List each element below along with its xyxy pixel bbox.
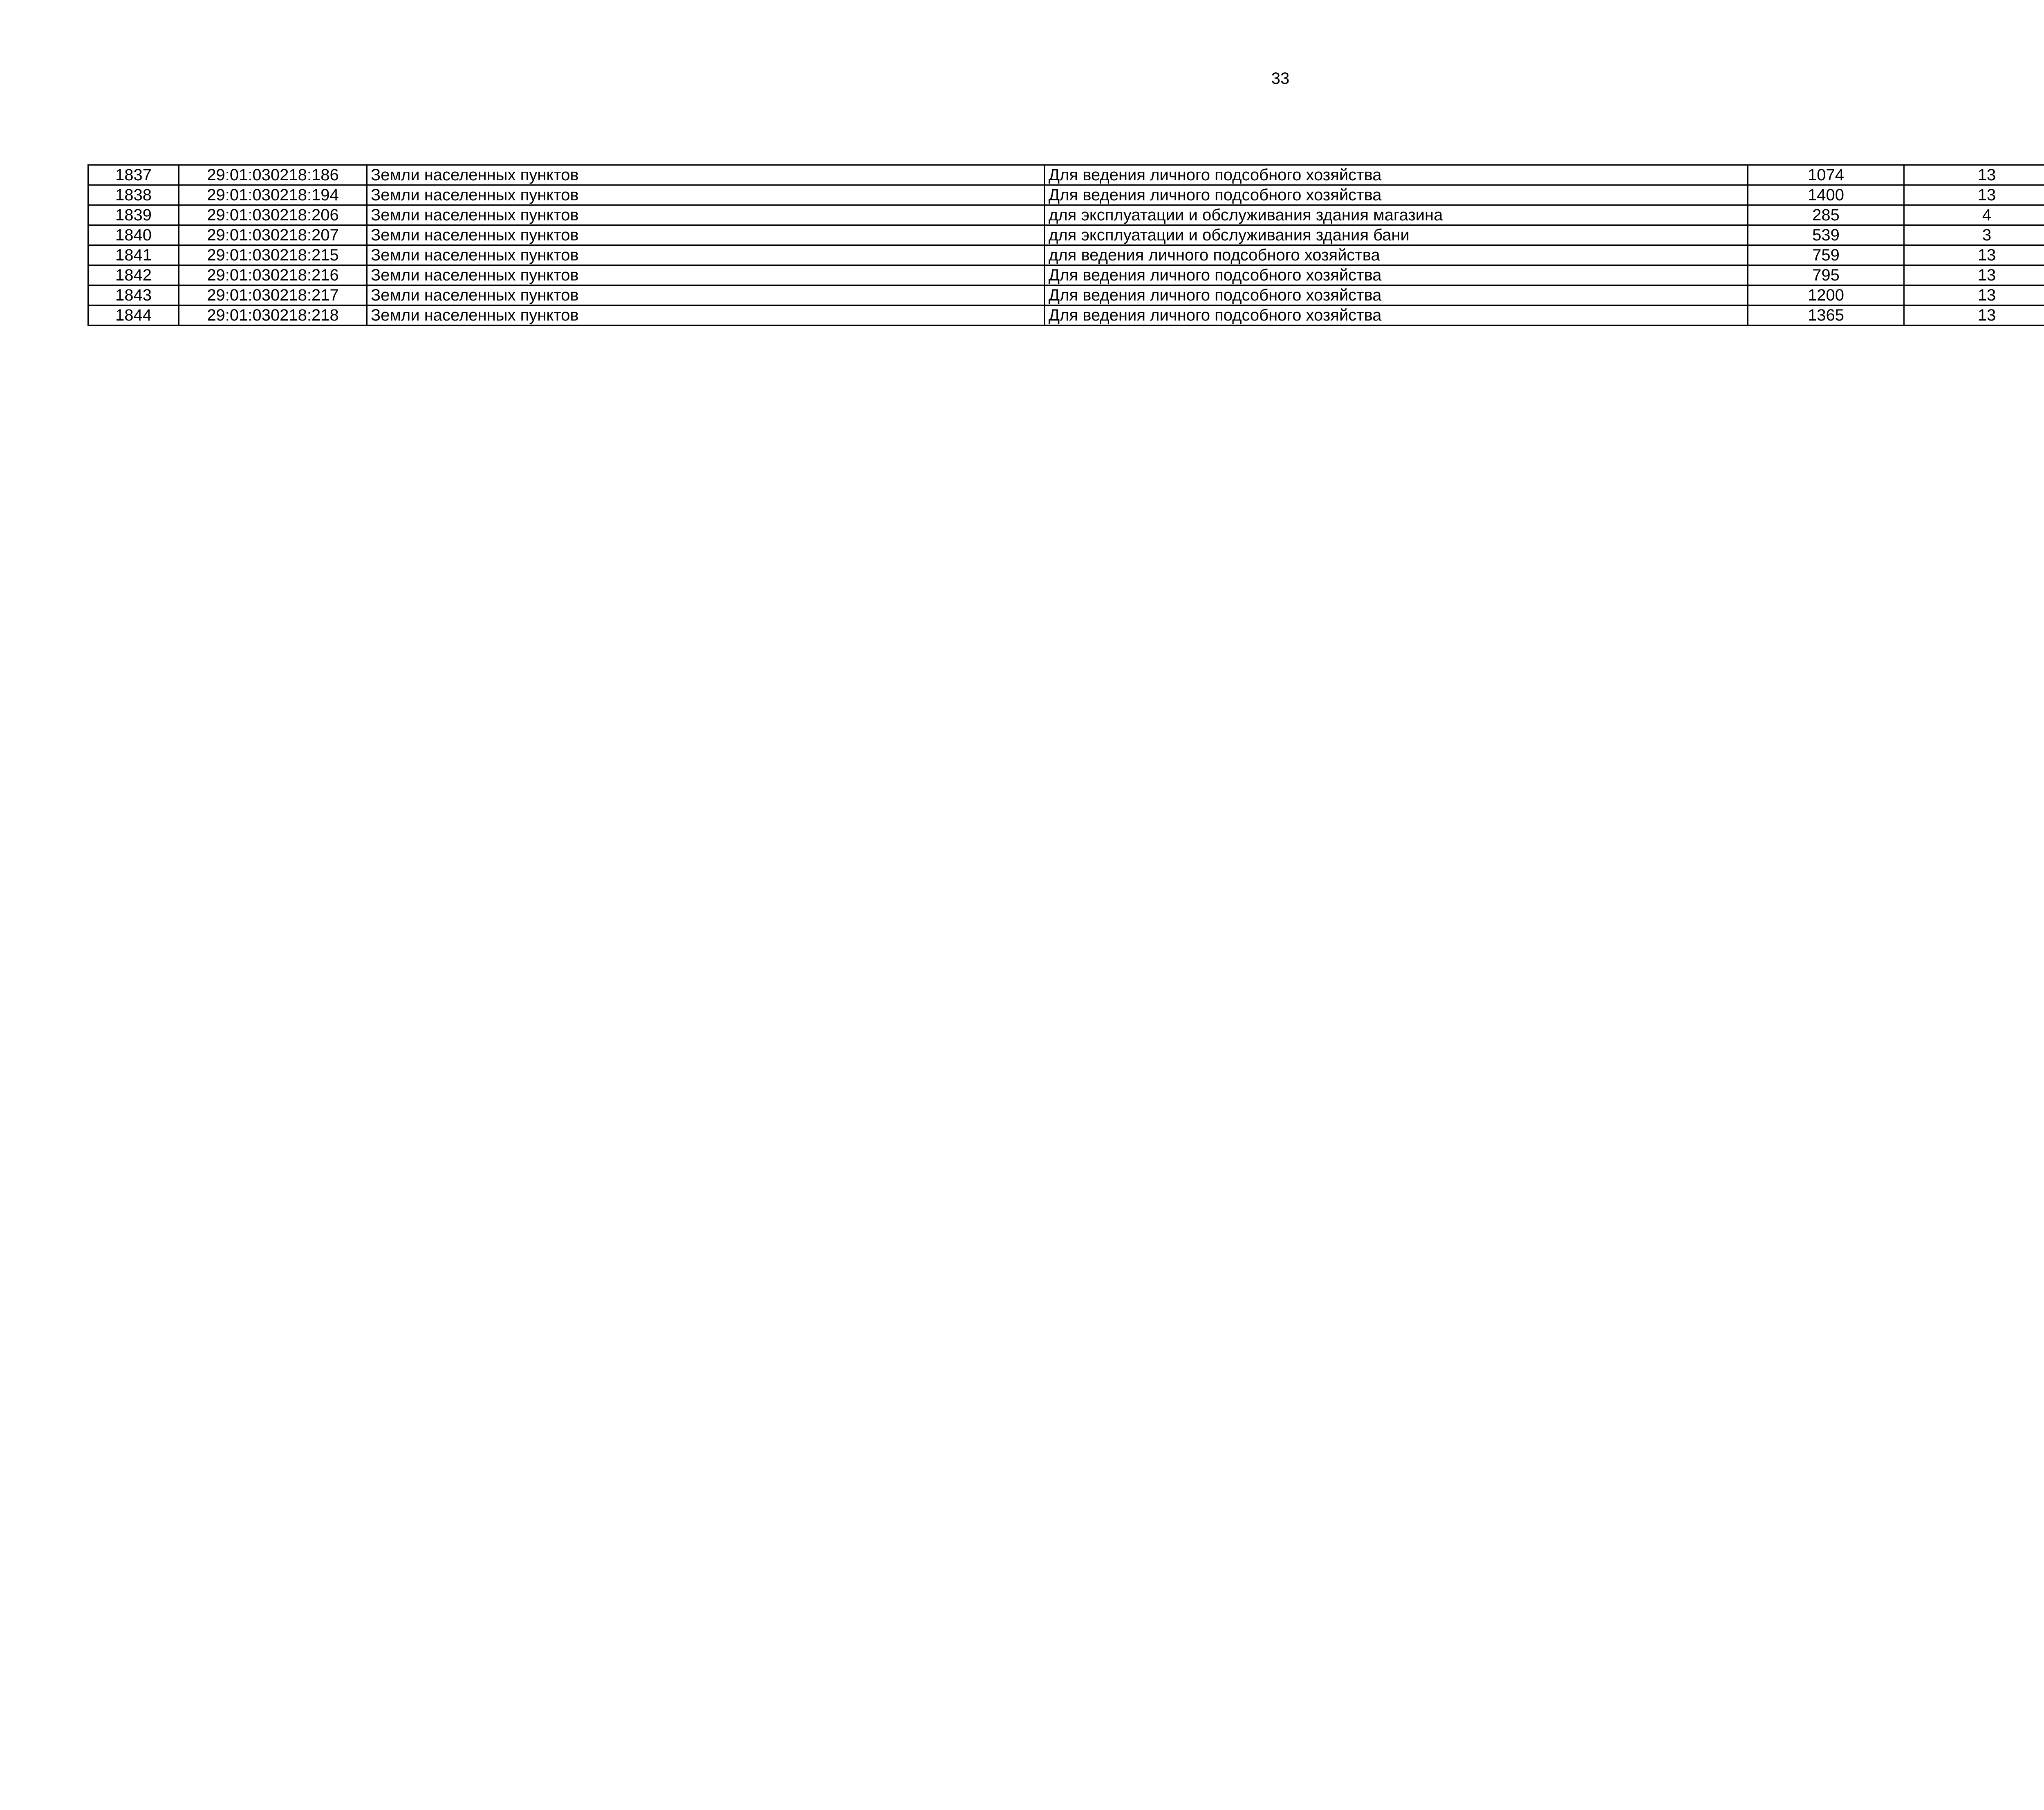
- permitted-use-cell: для ведения личного подсобного хозяйства: [1045, 245, 1748, 265]
- row-number-cell: 1841: [88, 245, 179, 265]
- use-group-cell: 3: [1904, 225, 2044, 245]
- table-row: [88, 265, 2044, 285]
- land-category-cell: Земли населенных пунктов: [367, 205, 1045, 225]
- cadastral-number-cell: 29:01:030218:216: [179, 265, 367, 285]
- cadastral-number-cell: 29:01:030218:217: [179, 285, 367, 305]
- row-number-cell: 1844: [88, 305, 179, 325]
- land-category-cell: Земли населенных пунктов: [367, 305, 1045, 325]
- use-group-cell: 13: [1904, 185, 2044, 205]
- cadastral-number-cell: 29:01:030218:218: [179, 305, 367, 325]
- permitted-use-cell: для эксплуатации и обслуживания здания магазина: [1045, 205, 1748, 225]
- cadastral-number-cell: 29:01:030218:215: [179, 245, 367, 265]
- land-plots-table: [87, 164, 2044, 326]
- area-cell: 1074: [1748, 165, 1904, 185]
- table-row: [88, 185, 2044, 205]
- permitted-use-cell: Для ведения личного подсобного хозяйства: [1045, 165, 1748, 185]
- row-number-cell: 1839: [88, 205, 179, 225]
- permitted-use-cell: Для ведения личного подсобного хозяйства: [1045, 185, 1748, 205]
- use-group-cell: 13: [1904, 285, 2044, 305]
- use-group-cell: 13: [1904, 245, 2044, 265]
- cadastral-number-cell: 29:01:030218:186: [179, 165, 367, 185]
- area-cell: 1400: [1748, 185, 1904, 205]
- use-group-cell: 4: [1904, 205, 2044, 225]
- use-group-cell: 13: [1904, 305, 2044, 325]
- cadastral-number-cell: 29:01:030218:207: [179, 225, 367, 245]
- row-number-cell: 1837: [88, 165, 179, 185]
- area-cell: 1200: [1748, 285, 1904, 305]
- land-category-cell: Земли населенных пунктов: [367, 265, 1045, 285]
- area-cell: 759: [1748, 245, 1904, 265]
- table-row: [88, 225, 2044, 245]
- area-cell: 795: [1748, 265, 1904, 285]
- use-group-cell: 13: [1904, 265, 2044, 285]
- row-number-cell: 1843: [88, 285, 179, 305]
- area-cell: 539: [1748, 225, 1904, 245]
- cadastral-number-cell: 29:01:030218:194: [179, 185, 367, 205]
- permitted-use-cell: Для ведения личного подсобного хозяйства: [1045, 285, 1748, 305]
- permitted-use-cell: для эксплуатации и обслуживания здания бани: [1045, 225, 1748, 245]
- table-row: [88, 205, 2044, 225]
- land-category-cell: Земли населенных пунктов: [367, 185, 1045, 205]
- land-category-cell: Земли населенных пунктов: [367, 165, 1045, 185]
- land-category-cell: Земли населенных пунктов: [367, 225, 1045, 245]
- use-group-cell: 13: [1904, 165, 2044, 185]
- row-number-cell: 1842: [88, 265, 179, 285]
- permitted-use-cell: Для ведения личного подсобного хозяйства: [1045, 305, 1748, 325]
- cadastral-number-cell: 29:01:030218:206: [179, 205, 367, 225]
- table-row: [88, 245, 2044, 265]
- page-number: 33: [1271, 70, 1290, 87]
- table-row: [88, 305, 2044, 325]
- table-row: [88, 165, 2044, 185]
- row-number-cell: 1840: [88, 225, 179, 245]
- permitted-use-cell: Для ведения личного подсобного хозяйства: [1045, 265, 1748, 285]
- land-category-cell: Земли населенных пунктов: [367, 245, 1045, 265]
- land-category-cell: Земли населенных пунктов: [367, 285, 1045, 305]
- area-cell: 285: [1748, 205, 1904, 225]
- area-cell: 1365: [1748, 305, 1904, 325]
- table-row: [88, 285, 2044, 305]
- table-body: [88, 165, 2044, 325]
- row-number-cell: 1838: [88, 185, 179, 205]
